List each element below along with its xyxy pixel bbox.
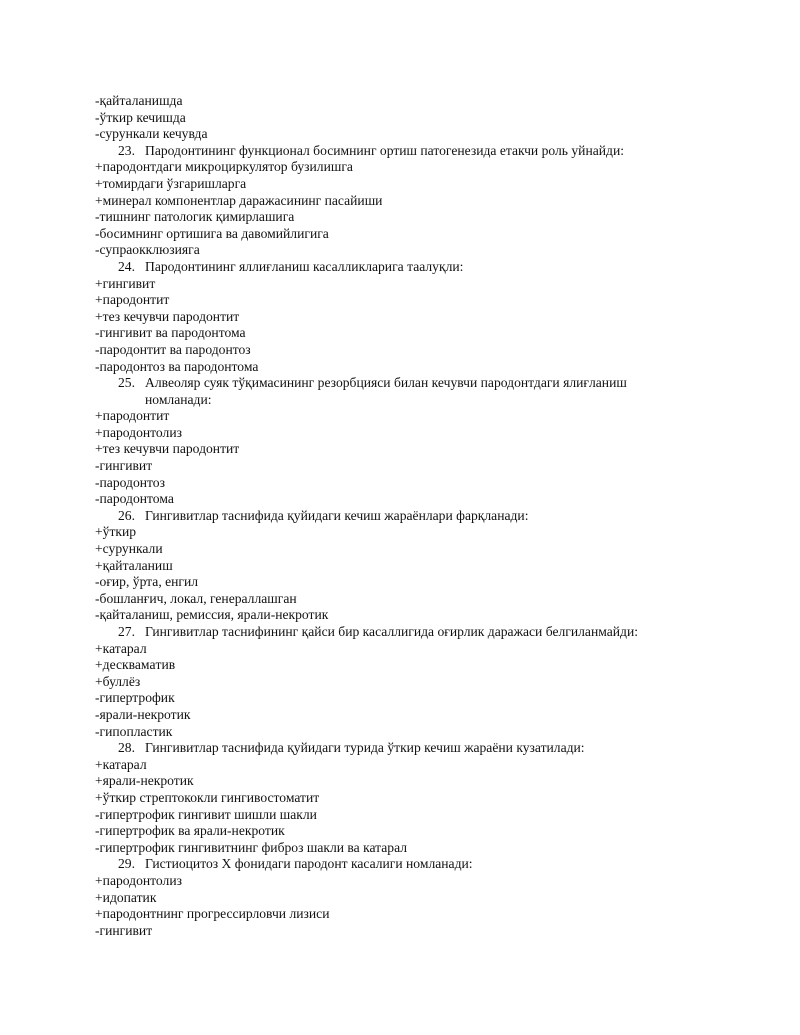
- question-text: Гистиоцитоз Х фонидаги пародонт касалиги номланади:: [145, 856, 473, 872]
- answer-option: -қайталаниш, ремиссия, ярали-некротик: [95, 607, 329, 623]
- question-number: 28.: [118, 740, 135, 756]
- question-item: [95, 624, 715, 641]
- answer-option: -гипертрофик гингивитнинг фиброз шакли ва катарал: [95, 839, 408, 855]
- answer-option: -бошланғич, локал, генераллашган: [95, 590, 297, 606]
- question-item: [95, 375, 715, 408]
- answer-option: +тез кечувчи пародонтит: [95, 308, 240, 324]
- answer-option: +буллёз: [95, 673, 141, 689]
- question-item: [95, 143, 715, 160]
- answer-option: +гингивит: [95, 275, 156, 291]
- answer-option: +пародонтолиз: [95, 872, 182, 888]
- answer-option: +катарал: [95, 756, 147, 772]
- answer-option: -супраокклюзияга: [95, 242, 200, 258]
- answer-option: +ўткир: [95, 524, 137, 540]
- answer-option: +ўткир стрептококли гингивостоматит: [95, 789, 320, 805]
- answer-option: -гипопластик: [95, 723, 173, 739]
- question-text: Пародонтининг яллиғланиш касалликларига таалуқли:: [145, 258, 464, 274]
- answer-option: +идопатик: [95, 889, 157, 905]
- answer-option: +тез кечувчи пародонтит: [95, 441, 240, 457]
- answer-option: +сурункали: [95, 541, 163, 557]
- answer-option: -тишнинг патологик қимирлашига: [95, 209, 295, 225]
- answer-option: +пародонтолиз: [95, 424, 182, 440]
- question-text: Гингивитлар таснифининг қайси бир касаллигида оғирлик даражаси белгиланмайди:: [145, 624, 639, 639]
- answer-option: +пародонтнинг прогрессирловчи лизиси: [95, 906, 330, 922]
- answer-option: -пародонтит ва пародонтоз: [95, 341, 251, 357]
- answer-option: +пародонтит: [95, 292, 170, 308]
- answer-option: -пародонтоз: [95, 474, 165, 490]
- question-item: [95, 508, 715, 525]
- answer-option: +катарал: [95, 640, 147, 656]
- answer-option: +пародонтит: [95, 408, 170, 424]
- question-text: Гингивитлар таснифида қуйидаги кечиш жараёнлари фарқланади:: [145, 507, 529, 523]
- question-text: Гингивитлар таснифида қуйидаги турида ўткир кечиш жараёни кузатилади:: [145, 740, 585, 756]
- question-number: 23.: [118, 142, 135, 158]
- answer-option: -гипертрофик: [95, 690, 175, 706]
- answer-option: -пародонтоз ва пародонтома: [95, 358, 259, 374]
- answer-option: +пародонтдаги микроциркулятор бузилишга: [95, 159, 353, 175]
- question-number: 24.: [118, 258, 135, 274]
- question-text: Пародонтининг функционал босимнинг ортиш патогенезида етакчи роль уйнайди:: [145, 142, 624, 158]
- answer-option: -оғир, ўрта, енгил: [95, 574, 199, 590]
- answer-option: +қайталаниш: [95, 557, 173, 573]
- answer-option: -гипертрофик ва ярали-некротик: [95, 823, 285, 839]
- answer-option: -гингивит: [95, 922, 153, 938]
- test-questions-list: [95, 93, 715, 939]
- answer-option: +ярали-некротик: [95, 773, 194, 789]
- answer-option: -ярали-некротик: [95, 706, 191, 722]
- answer-option: -ўткир кечишда: [95, 109, 186, 125]
- question-number: 29.: [118, 856, 135, 872]
- question-item: [95, 740, 715, 757]
- answer-option: -гипертрофик гингивит шишли шакли: [95, 806, 317, 822]
- question-number: 26.: [118, 507, 135, 523]
- answer-option: -босимнинг ортишига ва давомийлигига: [95, 225, 329, 241]
- answer-option: -сурункали кечувда: [95, 126, 208, 142]
- answer-option: -гингивит ва пародонтома: [95, 325, 246, 341]
- answer-option: +томирдаги ўзгаришларга: [95, 175, 247, 191]
- answer-option: -қайталанишда: [95, 93, 183, 108]
- question-text: Алвеоляр суяк тўқимасининг резорбцияси билан кечувчи пародонтдаги ялиғланиш номланади:: [145, 375, 627, 407]
- answer-option: -гингивит: [95, 458, 153, 474]
- answer-option: +минерал компонентлар даражасининг пасайиши: [95, 192, 383, 208]
- answer-option: -пародонтома: [95, 491, 174, 507]
- question-number: 25.: [118, 375, 135, 391]
- answer-option: +десквамaтив: [95, 657, 176, 673]
- question-item: [95, 856, 715, 873]
- question-item: [95, 259, 715, 276]
- question-number: 27.: [118, 624, 135, 639]
